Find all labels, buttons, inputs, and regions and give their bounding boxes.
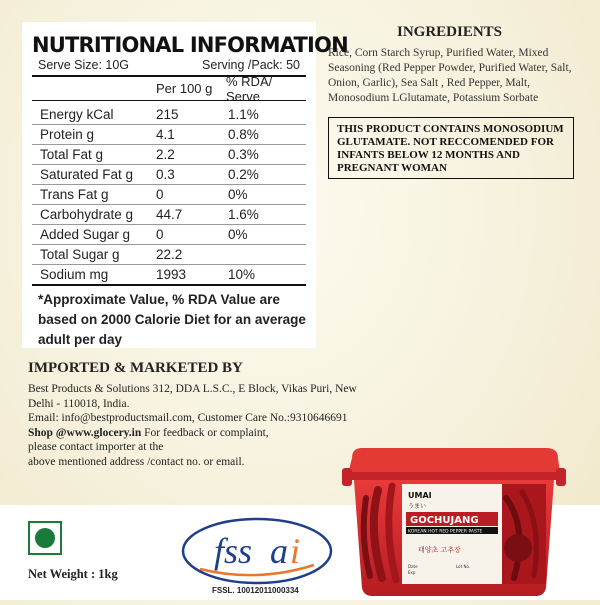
nutrient-rda: 0.3% <box>228 147 259 162</box>
nutrition-row <box>32 145 306 165</box>
nutrient-per100: 1993 <box>156 267 187 282</box>
veg-mark-icon <box>28 521 62 555</box>
nutrient-name: Carbohydrate g <box>40 207 134 222</box>
nutrient-name: Saturated Fat g <box>40 167 134 182</box>
servings-per-pack: Serving /Pack: 50 <box>202 58 300 72</box>
svg-text:Exp: Exp <box>408 570 416 575</box>
nutrient-name: Energy kCal <box>40 107 114 122</box>
importer-line3: above mentioned address /contact no. or email. <box>28 455 245 468</box>
importer-details <box>28 382 368 469</box>
shop-line <box>28 426 368 441</box>
nutrient-name: Sodium mg <box>40 267 109 282</box>
nutrition-title: NUTRITIONAL INFORMATION <box>32 33 348 57</box>
ingredients-title: INGREDIENTS <box>397 24 503 40</box>
svg-text:KOREAN HOT RED PEPPER PASTE: KOREAN HOT RED PEPPER PASTE <box>408 529 483 535</box>
col-rda-header: % RDA/ Serve <box>226 73 273 104</box>
nutrient-rda: 1.1% <box>228 107 259 122</box>
nutrient-name: Trans Fat g <box>40 187 109 202</box>
nutrient-rda: 1.6% <box>228 207 259 222</box>
nutrition-row <box>32 125 306 145</box>
nutrient-rda: 0% <box>228 227 248 242</box>
nutrition-table-header <box>32 73 306 104</box>
gochujang-tub-image <box>338 428 570 600</box>
svg-text:fss: fss <box>214 531 253 571</box>
nutrient-name: Added Sugar g <box>40 227 131 242</box>
importer-line2: please contact importer at the <box>28 441 164 453</box>
ingredients-text: Rice, Corn Starch Syrup, Purified Water, Mixed Seasoning (Red Pepper Powder, Purified Water, Salt, Onion, Garlic), Sea Salt , Red Pepper, Malt, Monosodium LGlutamate, Potassium Sorbate <box>328 47 572 104</box>
svg-text:Lot No.: Lot No. <box>456 564 471 569</box>
nutrition-row <box>32 185 306 205</box>
svg-text:GOCHUJANG: GOCHUJANG <box>410 515 479 526</box>
nutrient-name: Protein g <box>40 127 95 142</box>
svg-text:i: i <box>290 531 301 571</box>
shop-rest: For feedback or complaint, <box>141 426 269 439</box>
nutrient-rda: 0.2% <box>228 167 259 182</box>
nutrient-per100: 2.2 <box>156 147 175 162</box>
nutrient-rda: 0.8% <box>228 127 259 142</box>
msg-warning-box <box>328 117 574 179</box>
nutrient-per100: 44.7 <box>156 207 183 222</box>
rda-footnote: *Approximate Value, % RDA Value are based on 2000 Calorie Diet for an average adult per day <box>38 292 306 347</box>
svg-text:うまい: うまい <box>408 503 427 510</box>
shop-link: Shop @www.glocery.in <box>28 426 142 439</box>
nutrient-rda: 0% <box>228 187 248 202</box>
nutrient-per100: 0 <box>156 227 164 242</box>
warning-text: THIS PRODUCT CONTAINS MONOSODIUM GLUTAMATE. NOT RECCOMENDED FOR INFANTS BELOW 12 MONTHS AND PREGNANT WOMAN <box>337 123 564 174</box>
svg-text:Date: Date <box>408 564 418 569</box>
svg-text:a: a <box>270 531 288 571</box>
nutrient-per100: 0.3 <box>156 167 175 182</box>
nutrient-per100: 4.1 <box>156 127 175 142</box>
importer-title: IMPORTED & MARKETED BY <box>28 360 243 376</box>
importer-address: Best Products & Solutions 312, DDA L.S.C., E Block, Vikas Puri, New Delhi - 110018, India. <box>28 383 357 410</box>
nutrient-name: Total Fat g <box>40 147 104 162</box>
fssai-logo <box>178 513 336 595</box>
serve-size: Serve Size: 10G <box>38 58 130 72</box>
nutrient-rda: 10% <box>228 267 256 282</box>
brand-text: UMAI <box>408 491 432 500</box>
col-per100-header: Per 100 g <box>156 81 213 96</box>
nutrient-name: Total Sugar g <box>40 247 120 262</box>
nutrient-per100: 0 <box>156 187 164 202</box>
nutrition-row <box>32 205 306 225</box>
nutrition-row <box>32 265 306 286</box>
nutrient-per100: 22.2 <box>156 247 183 262</box>
fssai-license-number: FSSL. 10012011000334 <box>212 586 299 595</box>
nutrition-panel <box>22 22 348 348</box>
nutrition-row <box>32 245 306 265</box>
nutrition-row <box>32 165 306 185</box>
importer-contact: Email: info@bestproductsmail.com, Customer Care No.:9310646691 <box>28 412 348 424</box>
net-weight: Net Weight : 1kg <box>28 567 118 581</box>
nutrition-row <box>32 105 306 125</box>
svg-text:태양초 고추장: 태양초 고추장 <box>418 546 461 554</box>
nutrition-row <box>32 225 306 245</box>
nutrition-table-body <box>32 101 306 286</box>
nutrient-per100: 215 <box>156 107 179 122</box>
